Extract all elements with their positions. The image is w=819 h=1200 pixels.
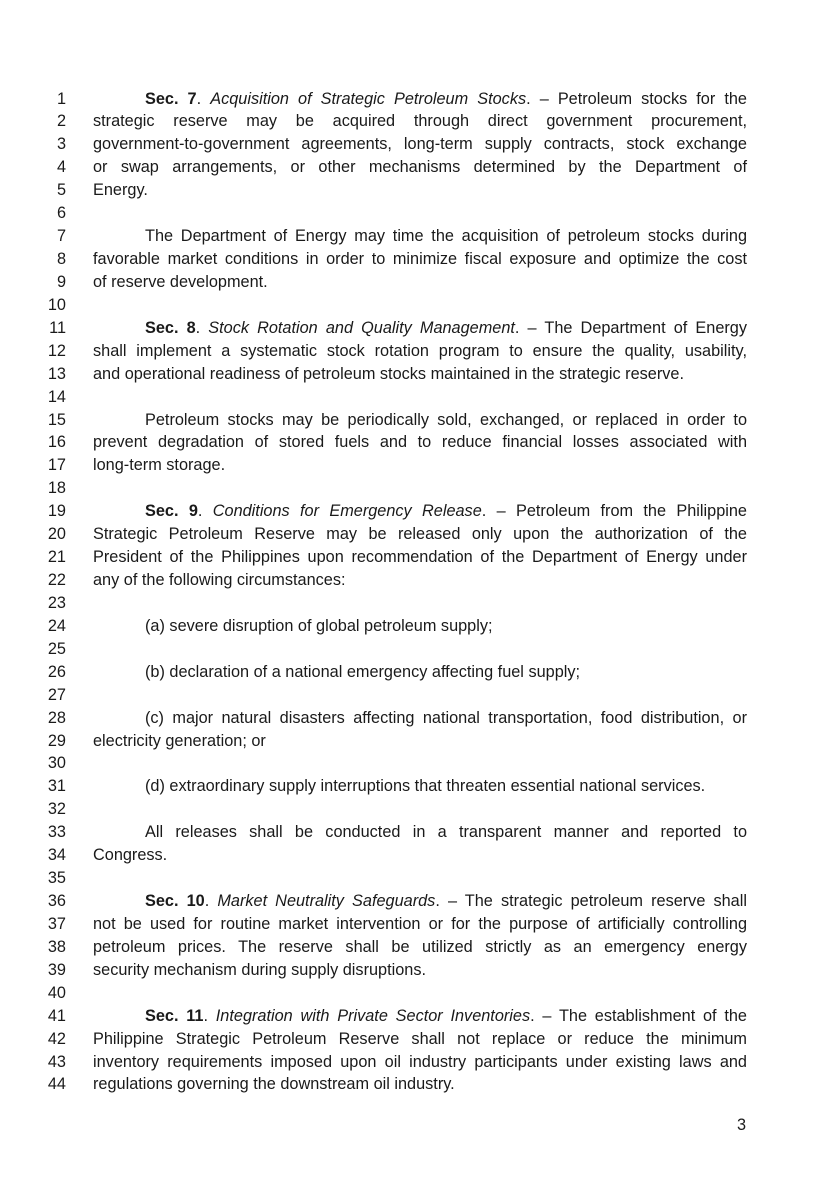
line-number: 4: [56, 158, 66, 177]
section-number: Sec. 10: [145, 892, 205, 911]
text-run: of reserve development.: [93, 272, 268, 291]
text-run: . – Petroleum stocks for the: [526, 89, 747, 108]
line-number: 20: [47, 525, 66, 544]
document-line: [0, 179, 819, 202]
document-line: [0, 913, 819, 936]
document-line: [0, 592, 819, 615]
line-number: 28: [47, 708, 66, 727]
line-number: 1: [56, 89, 66, 108]
text-run: Congress.: [93, 846, 168, 865]
line-text: [93, 615, 747, 638]
document-line: [0, 730, 819, 753]
document-line: [0, 867, 819, 890]
document-line: [0, 546, 819, 569]
document-line: [0, 133, 819, 156]
document-line: [0, 386, 819, 409]
text-run: (b) declaration of a national emergency affecting fuel supply;: [145, 662, 581, 681]
line-text: [93, 523, 747, 546]
line-number: 37: [47, 914, 66, 933]
line-text: [93, 569, 747, 592]
text-run: electricity generation; or: [93, 731, 266, 750]
line-number: 13: [47, 364, 66, 383]
document-line: [0, 707, 819, 730]
line-text: [93, 225, 747, 248]
document-line: [0, 202, 819, 225]
document-line: [0, 638, 819, 661]
line-number: 24: [47, 616, 66, 635]
line-number: 38: [47, 937, 66, 956]
line-text: [93, 707, 747, 730]
line-number: 14: [47, 387, 66, 406]
line-text: [93, 1005, 747, 1028]
line-number: 21: [47, 548, 66, 567]
line-number: 22: [47, 571, 66, 590]
document-line: [0, 798, 819, 821]
text-run: long-term storage.: [93, 456, 226, 475]
line-text: [93, 1051, 747, 1074]
line-text: [93, 959, 747, 982]
line-text: [93, 271, 747, 294]
document-line: [0, 225, 819, 248]
text-run: (c) major natural disasters affecting national transportation, food distribution, or: [145, 708, 747, 727]
section-title: Integration with Private Sector Inventories: [215, 1006, 531, 1025]
text-run: Energy.: [93, 181, 148, 200]
text-run: security mechanism during supply disruptions.: [93, 960, 427, 979]
document-line: [0, 363, 819, 386]
line-text: [93, 133, 747, 156]
line-number: 40: [47, 983, 66, 1002]
text-run: .: [195, 318, 209, 337]
text-run: and operational readiness of petroleum stocks maintained in the strategic reserve.: [93, 364, 684, 383]
text-run: . – The establishment of the: [530, 1006, 747, 1025]
document-line: [0, 156, 819, 179]
line-number: 35: [47, 869, 66, 888]
line-number: 29: [47, 731, 66, 750]
document-line: [0, 661, 819, 684]
line-text: [93, 454, 747, 477]
line-text: [93, 775, 747, 798]
document-line: [0, 752, 819, 775]
line-text: [93, 821, 747, 844]
line-number: 19: [47, 502, 66, 521]
line-text: [93, 363, 747, 386]
document-line: [0, 500, 819, 523]
line-number: 7: [56, 227, 66, 246]
text-run: President of the Philippines upon recommendation of the Department of Energy under: [93, 548, 747, 567]
document-line: [0, 1005, 819, 1028]
text-run: . – Petroleum from the Philippine: [481, 502, 747, 521]
document-line: [0, 317, 819, 340]
line-text: [93, 844, 747, 867]
line-text: [93, 500, 747, 523]
document-line: [0, 982, 819, 1005]
line-number: 42: [47, 1029, 66, 1048]
document-line: [0, 248, 819, 271]
text-run: any of the following circumstances:: [93, 571, 346, 590]
line-text: [93, 546, 747, 569]
line-text: [93, 1028, 747, 1051]
section-number: Sec. 8: [145, 318, 196, 337]
document-line: [0, 88, 819, 111]
text-run: favorable market conditions in order to minimize fiscal exposure and optimize the cost: [93, 250, 747, 268]
line-number: 5: [56, 181, 66, 200]
line-number: 15: [47, 410, 66, 429]
section-title: Conditions for Emergency Release: [212, 502, 482, 521]
line-number: 41: [47, 1006, 66, 1025]
document-line: [0, 1051, 819, 1074]
line-number: 11: [49, 318, 66, 337]
line-text: [93, 1073, 747, 1096]
line-number: 39: [47, 960, 66, 979]
text-run: .: [203, 1006, 216, 1025]
section-title: Market Neutrality Safeguards: [217, 892, 436, 911]
line-number: 44: [47, 1075, 66, 1094]
text-run: prevent degradation of stored fuels and to reduce financial losses associated with: [93, 433, 747, 452]
text-run: Petroleum stocks may be periodically sold, exchanged, or replaced in order to: [145, 410, 747, 429]
text-run: inventory requirements imposed upon oil industry participants under existing laws and: [93, 1052, 747, 1071]
text-run: Strategic Petroleum Reserve may be released only upon the authorization of the: [93, 525, 747, 544]
line-text: [93, 88, 747, 111]
text-run: government-to-government agreements, long-term supply contracts, stock exchange: [93, 135, 747, 154]
document-line: [0, 110, 819, 133]
document-line: [0, 959, 819, 982]
line-text: [93, 340, 747, 363]
page-number: 3: [736, 1116, 746, 1134]
line-text: [93, 409, 747, 432]
text-run: or swap arrangements, or other mechanisms determined by the Department of: [93, 158, 747, 177]
line-text: [93, 730, 747, 753]
line-number: 10: [47, 295, 66, 314]
document-line: [0, 821, 819, 844]
text-run: The Department of Energy may time the acquisition of petroleum stocks during: [145, 227, 747, 246]
document-line: [0, 890, 819, 913]
text-run: (d) extraordinary supply interruptions that threaten essential national services.: [145, 777, 706, 796]
text-run: regulations governing the downstream oil industry.: [93, 1075, 455, 1094]
line-text: [93, 661, 747, 684]
document-line: [0, 454, 819, 477]
text-run: All releases shall be conducted in a transparent manner and reported to: [145, 823, 747, 842]
document-line: [0, 294, 819, 317]
text-run: shall implement a systematic stock rotation program to ensure the quality, usability,: [93, 341, 747, 360]
line-number: 6: [56, 204, 66, 223]
section-number: Sec. 11: [145, 1006, 204, 1025]
line-number: 31: [47, 777, 66, 796]
document-line: [0, 431, 819, 454]
text-run: .: [204, 892, 218, 911]
document-line: [0, 615, 819, 638]
text-run: Philippine Strategic Petroleum Reserve shall not replace or reduce the minimum: [93, 1029, 747, 1048]
line-text: [93, 248, 747, 271]
document-line: [0, 340, 819, 363]
document-line: [0, 1028, 819, 1051]
line-number: 26: [47, 662, 66, 681]
line-number: 9: [56, 272, 66, 291]
line-number: 36: [47, 892, 66, 911]
text-run: . – The Department of Energy: [514, 318, 747, 337]
text-run: petroleum prices. The reserve shall be utilized strictly as an emergency energy: [93, 937, 747, 956]
line-number: 43: [47, 1052, 66, 1071]
line-number: 18: [47, 479, 66, 498]
line-number: 2: [56, 112, 66, 131]
document-line: [0, 409, 819, 432]
line-number: 34: [47, 846, 66, 865]
document-line: [0, 477, 819, 500]
document-line: [0, 775, 819, 798]
line-text: [93, 156, 747, 179]
line-number: 33: [47, 823, 66, 842]
document-line: [0, 1073, 819, 1096]
text-run: .: [197, 502, 213, 521]
document-line: [0, 844, 819, 867]
document-line: [0, 936, 819, 959]
document-line: [0, 684, 819, 707]
section-title: Stock Rotation and Quality Management: [208, 318, 515, 337]
text-run: strategic reserve may be acquired through direct government procurement,: [93, 112, 747, 131]
document-line: [0, 523, 819, 546]
line-text: [93, 913, 747, 936]
line-number: 12: [47, 341, 66, 360]
line-number: 16: [47, 433, 66, 452]
text-run: .: [196, 89, 211, 108]
line-number: 23: [47, 593, 66, 612]
line-text: [93, 179, 747, 202]
line-number: 3: [56, 135, 66, 154]
section-title: Acquisition of Strategic Petroleum Stocks: [210, 89, 527, 108]
line-number: 8: [56, 250, 66, 268]
line-text: [93, 936, 747, 959]
line-number: 32: [47, 800, 66, 819]
line-number: 27: [47, 685, 66, 704]
text-run: . – The strategic petroleum reserve shall: [435, 892, 747, 911]
line-number: 17: [47, 456, 66, 475]
text-run: not be used for routine market intervention or for the purpose of artificially controlling: [93, 914, 747, 933]
document-line: [0, 569, 819, 592]
section-number: Sec. 9: [145, 502, 198, 521]
line-text: [93, 110, 747, 133]
line-number: 30: [47, 754, 66, 773]
section-number: Sec. 7: [145, 89, 197, 108]
line-number: 25: [47, 639, 66, 658]
line-text: [93, 431, 747, 454]
line-text: [93, 317, 747, 340]
document-line: [0, 271, 819, 294]
line-text: [93, 890, 747, 913]
text-run: (a) severe disruption of global petroleum supply;: [145, 616, 493, 635]
